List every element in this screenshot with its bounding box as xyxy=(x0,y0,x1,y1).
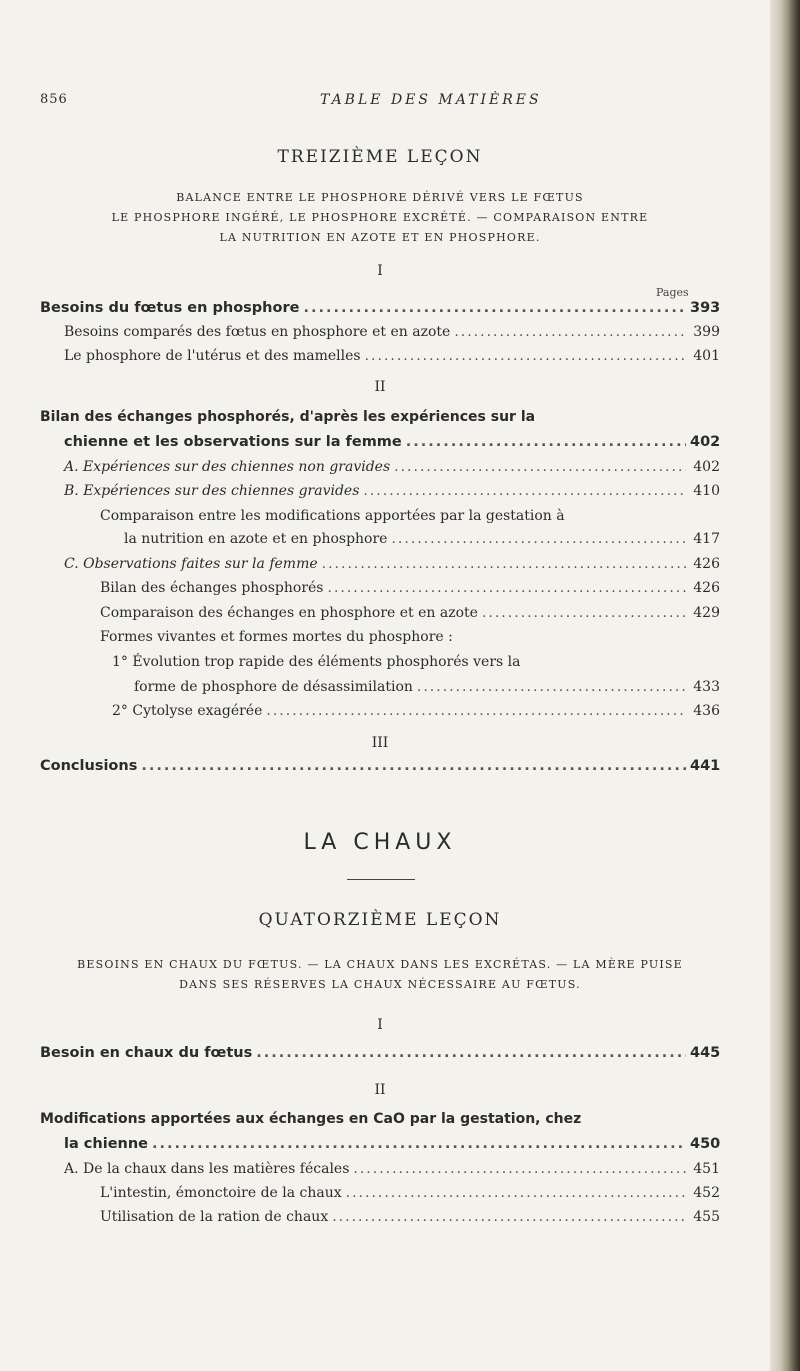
toc-entry[interactable]: Comparaison des échanges en phosphore et en azote ..... 429 xyxy=(100,605,720,627)
toc-entry[interactable]: Conclusions ..... 441 xyxy=(40,758,720,780)
toc-entry[interactable]: C. Observations faites sur la femme ..... 426 xyxy=(64,556,720,578)
toc-entry[interactable]: A. De la chaux dans les matières fécales ..... 451 xyxy=(64,1161,720,1183)
section-title: LA CHAUX xyxy=(303,830,457,855)
toc-entry[interactable]: Utilisation de la ration de chaux ..... 455 xyxy=(100,1209,720,1231)
lesson13-subtitle-line2: LE PHOSPHORE INGÉRÉ, LE PHOSPHORE EXCRÉTÉ. — COMPARAISON ENTRE xyxy=(111,211,649,224)
divider xyxy=(347,879,415,880)
part-number: I xyxy=(377,1017,383,1033)
part-number: I xyxy=(377,263,383,279)
lesson14-title: QUATORZIÈME LEÇON xyxy=(258,910,502,930)
lesson13-subtitle-line3: LA NUTRITION EN AZOTE ET EN PHOSPHORE. xyxy=(219,231,541,244)
page-number: 856 xyxy=(40,92,68,107)
toc-entry-line: Bilan des échanges phosphorés, d'après les expériences sur la xyxy=(40,409,536,425)
toc-entry-line: Formes vivantes et formes mortes du phosphore : xyxy=(100,629,453,645)
page-header xyxy=(40,92,740,114)
toc-entry[interactable]: la chienne ..... 450 xyxy=(64,1136,720,1158)
lesson14-subtitle-line1: BESOINS EN CHAUX DU FŒTUS. — LA CHAUX DANS LES EXCRÉTAS. — LA MÈRE PUISE xyxy=(77,958,683,971)
toc-entry[interactable]: Bilan des échanges phosphorés ..... 426 xyxy=(100,580,720,602)
page-edge-shadow xyxy=(770,0,800,1371)
toc-entry[interactable]: Le phosphore de l'utérus et des mamelles ..... 401 xyxy=(64,348,720,370)
lesson13-title: TREIZIÈME LEÇON xyxy=(277,147,483,167)
part-number: II xyxy=(374,1082,386,1098)
toc-entry[interactable]: 2° Cytolyse exagérée ..... 436 xyxy=(112,703,720,725)
toc-entry[interactable]: Besoins comparés des fœtus en phosphore et en azote ..... 399 xyxy=(64,324,720,346)
toc-entry-line: Comparaison entre les modifications apportées par la gestation à xyxy=(100,508,565,524)
toc-entry[interactable]: Besoin en chaux du fœtus ..... 445 xyxy=(40,1045,720,1067)
toc-entry[interactable]: Besoins du fœtus en phosphore ..... 393 xyxy=(40,300,720,322)
lesson14-subtitle-line2: DANS SES RÉSERVES LA CHAUX NÉCESSAIRE AU FŒTUS. xyxy=(179,978,581,991)
toc-entry[interactable]: forme de phosphore de désassimilation ..... 433 xyxy=(134,679,720,701)
toc-entry-line: 1° Évolution trop rapide des éléments phosphorés vers la xyxy=(112,654,521,670)
pages-label: Pages xyxy=(656,286,689,299)
part-number: III xyxy=(371,735,389,751)
part-number: II xyxy=(374,379,386,395)
toc-entry[interactable]: B. Expériences sur des chiennes gravides ..... 410 xyxy=(64,483,720,505)
toc-entry-line: Modifications apportées aux échanges en CaO par la gestation, chez xyxy=(40,1111,582,1127)
toc-entry[interactable]: la nutrition en azote et en phosphore ..... 417 xyxy=(124,531,720,553)
toc-entry[interactable]: A. Expériences sur des chiennes non gravides ..... 402 xyxy=(64,459,720,481)
running-title: TABLE DES MATIÈRES xyxy=(320,92,542,108)
toc-entry[interactable]: L'intestin, émonctoire de la chaux ..... 452 xyxy=(100,1185,720,1207)
lesson13-subtitle-line1: BALANCE ENTRE LE PHOSPHORE DÉRIVÉ VERS LE FŒTUS xyxy=(176,191,584,204)
toc-entry[interactable]: chienne et les observations sur la femme ..... 402 xyxy=(64,434,720,456)
